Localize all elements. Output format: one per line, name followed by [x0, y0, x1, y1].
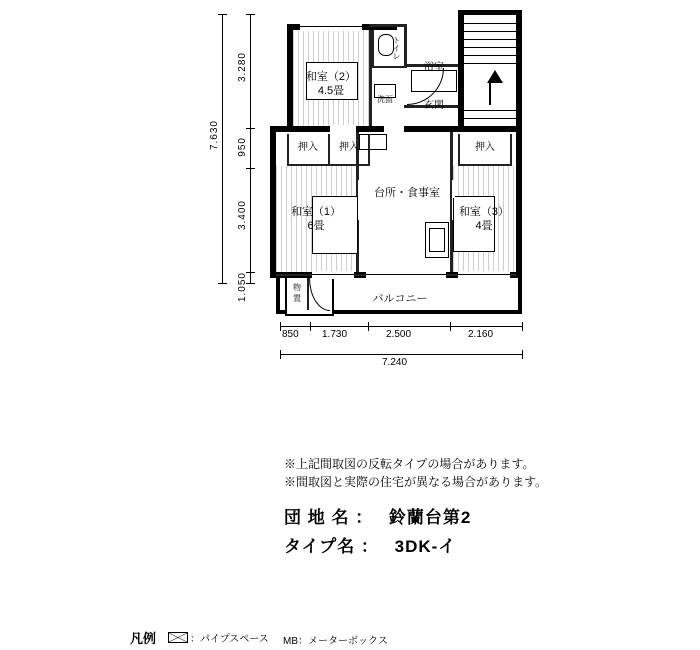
info-value: 鈴蘭台第2	[388, 508, 472, 527]
legend-item-label: ：パイプスペース	[190, 634, 269, 645]
info-label: タイプ名	[284, 537, 356, 556]
room-name: 浴室	[424, 62, 444, 73]
room-size: 4.5畳	[317, 85, 345, 97]
dim-horizontal-inner-line	[280, 326, 522, 327]
closet-name: 押入	[339, 142, 359, 153]
sliding-door-line-3	[357, 198, 358, 238]
room-name: 和室（3）	[458, 206, 510, 218]
stair-arrow-stem	[489, 83, 491, 105]
closet-label-3	[460, 142, 510, 154]
room-name: バルコニー	[372, 293, 428, 305]
dim-vertical-total: 7.630	[209, 120, 220, 151]
room-name: トイレ	[392, 36, 401, 60]
window-gap-2	[366, 271, 446, 279]
closet-label-1	[289, 142, 327, 154]
room-label-senmen	[372, 95, 398, 105]
stair-step	[464, 39, 516, 40]
landing-line	[462, 118, 518, 119]
dim-tick	[246, 128, 255, 129]
balcony-left-wall	[276, 276, 280, 314]
dim-tick	[368, 322, 369, 331]
wall-toilet-left	[372, 30, 374, 68]
stair-arrow	[487, 70, 503, 83]
room-label-balcony	[340, 292, 460, 306]
room-size: 6畳	[307, 220, 325, 232]
dim-tick	[218, 283, 227, 284]
dim-horizontal-total: 7.240	[382, 357, 408, 368]
wall-mid-band	[270, 126, 460, 132]
legend-item-meter-box: MB：メーターボックス	[283, 636, 388, 647]
dim-horizontal-outer-line	[280, 354, 522, 355]
window-gap-1	[312, 271, 354, 279]
room-name: 洗面	[377, 95, 393, 104]
wall-right-lower	[516, 126, 522, 278]
info-row-danchi	[284, 503, 471, 528]
dim-tick	[218, 14, 227, 15]
note-1: ※上記間取図の反転タイプの場合があります。	[284, 457, 535, 471]
dim-horizontal-2: 1.730	[322, 329, 348, 340]
dim-tick	[310, 322, 311, 331]
dim-tick	[280, 322, 281, 331]
window-line-2	[366, 274, 446, 275]
stove-symbol-inner	[429, 228, 445, 252]
room-name: 台所・食事室	[374, 187, 440, 199]
window-line-1	[312, 274, 354, 275]
dim-horizontal-3: 2.500	[386, 329, 412, 340]
wall-partition-upper-e	[369, 24, 407, 27]
info-separator: ：	[355, 508, 374, 527]
wall-toilet-bottom	[372, 66, 405, 68]
room-name: 和室（2）	[305, 71, 357, 83]
wall-partition-upper-b	[404, 24, 407, 68]
balcony-right-wall	[518, 276, 522, 314]
dim-vertical-1: 3.280	[237, 52, 248, 83]
info-separator: ：	[360, 537, 379, 556]
door-gap-3	[358, 180, 361, 220]
hatch-box-icon	[168, 632, 188, 643]
room-size: 4畳	[475, 220, 493, 232]
stair-step	[464, 55, 516, 56]
legend-item-pipe-space	[168, 630, 269, 645]
room-label-washitsu3	[452, 205, 516, 233]
dim-tick	[522, 350, 523, 359]
door-gap-2	[384, 125, 404, 133]
dim-vertical-2: 950	[237, 137, 248, 157]
room-name: 和室（1）	[290, 206, 342, 218]
dim-tick	[450, 322, 451, 331]
room-label-yokushitsu	[412, 62, 456, 74]
info-label: 団 地 名	[284, 508, 350, 527]
stair-step	[464, 23, 516, 24]
room-label-dk	[362, 186, 452, 200]
closet-name: 押入	[475, 142, 495, 153]
door-gap-1	[330, 125, 356, 133]
dim-vertical-outer-line	[222, 14, 223, 284]
dim-vertical-4: 1.050	[237, 272, 248, 303]
dim-vertical-inner-line	[250, 14, 251, 284]
room-label-washitsu1	[278, 205, 354, 233]
dim-tick	[246, 14, 255, 15]
dim-horizontal-4: 2.160	[468, 329, 494, 340]
oshiire-box-right-r	[510, 134, 512, 166]
info-row-type	[284, 532, 456, 557]
room-label-toilet	[391, 36, 401, 60]
closet-name: 押入	[298, 142, 318, 153]
window-gap-top	[300, 23, 362, 31]
room-name: 玄関	[424, 100, 444, 111]
dim-vertical-3: 3.400	[237, 200, 248, 231]
room-label-genkan	[410, 100, 458, 112]
room-name: 物 置	[293, 283, 301, 303]
stair-step	[464, 47, 516, 48]
window-line-top	[300, 26, 362, 27]
room-label-washitsu2	[294, 70, 368, 98]
info-value: 3DK-イ	[394, 537, 457, 556]
closet-label-2	[330, 142, 368, 154]
note-2: ※間取図と実際の住宅が異なる場合があります。	[284, 475, 548, 489]
window-gap-3	[458, 271, 510, 279]
dim-tick	[280, 350, 281, 359]
dim-horizontal-1: 850	[282, 329, 299, 340]
window-line-3	[458, 274, 510, 275]
dim-tick	[246, 168, 255, 169]
room-label-monooki	[287, 282, 307, 304]
stair-step	[464, 31, 516, 32]
dim-tick	[522, 322, 523, 331]
legend-title: 凡例	[130, 631, 157, 646]
